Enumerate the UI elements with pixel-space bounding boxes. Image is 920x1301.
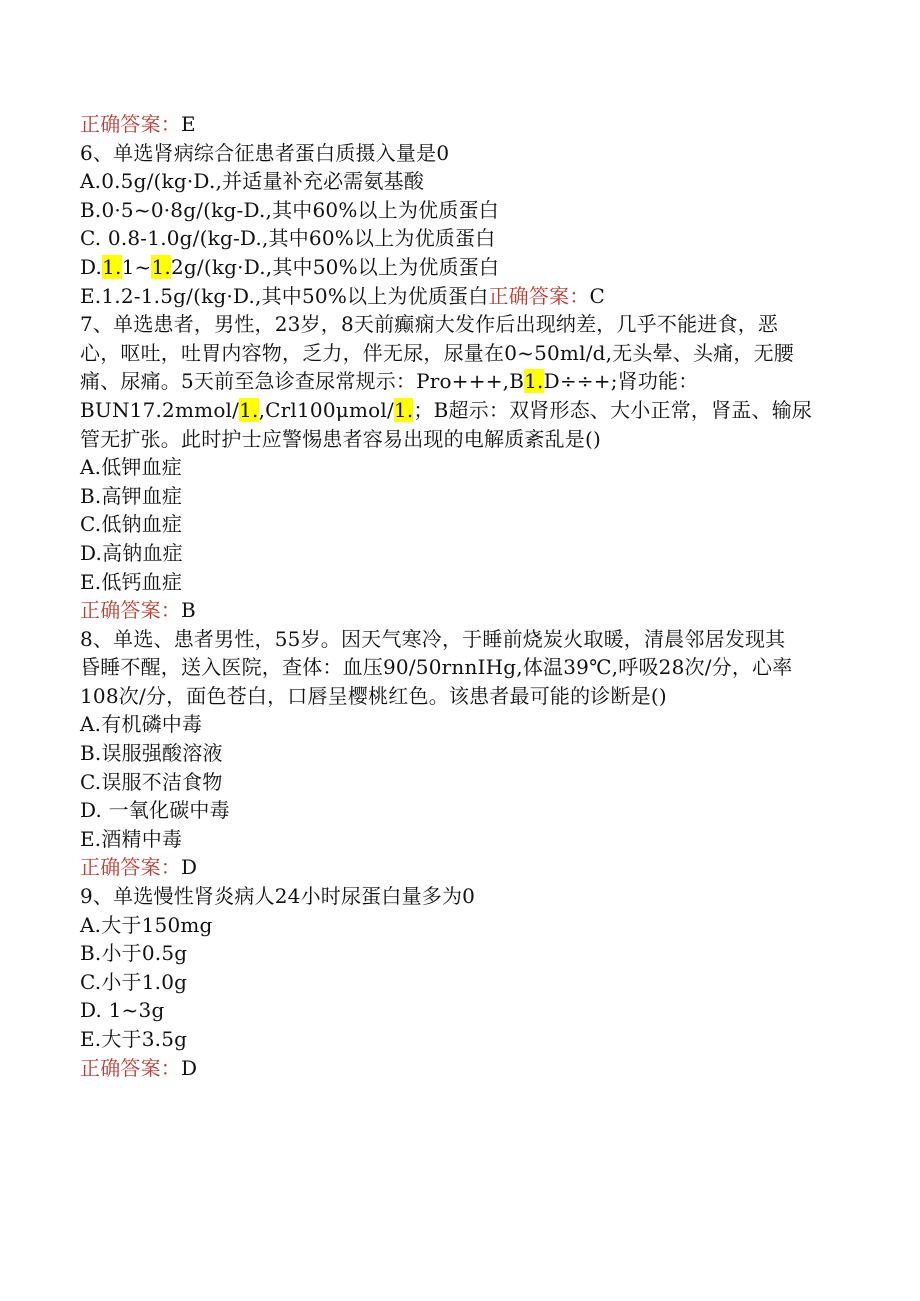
answer-value: D: [181, 1055, 198, 1080]
text-segment: 1~: [121, 254, 152, 279]
text-segment: E.1.2-1.5g/(kg·D.,其中50%以上为优质蛋白: [80, 283, 489, 308]
text-line: E.酒精中毒: [80, 826, 183, 851]
text-line: C.低钠血症: [80, 512, 183, 537]
document-page: [80, 110, 840, 1082]
text-segment: C: [589, 283, 605, 308]
text-line: 6、单选肾病综合征患者蛋白质摄入量是0: [80, 140, 450, 165]
answer-label: 正确答案：: [488, 283, 590, 308]
text-line: D.高钠血症: [80, 540, 183, 565]
answer-value: D: [181, 855, 198, 880]
answer-label: 正确答案：: [80, 598, 181, 623]
text-segment: 2g/(kg·D.,其中50%以上为优质蛋白: [170, 254, 500, 279]
text-line: A.有机磷中毒: [80, 712, 203, 737]
answer-line: [80, 596, 840, 625]
text-line: C.误服不洁食物: [80, 769, 223, 794]
highlighted-text: 1.: [524, 369, 544, 394]
text-segment: 痛、尿痛。5天前至急诊查尿常规示：Pro+++,B: [80, 369, 525, 394]
text-line: B.小于0.5g: [80, 941, 188, 966]
text-line: E.大于3.5g: [80, 1027, 188, 1051]
text-line: C.小于1.0g: [80, 969, 188, 994]
text-line: A.0.5g/(kg·D.,并适量补充必需氨基酸: [80, 169, 425, 194]
highlighted-text: 1.: [393, 397, 414, 422]
text-segment: BUN17.2mmol/: [80, 397, 240, 422]
text-segment: D÷÷+;肾功能：: [543, 369, 699, 394]
text-line: 管无扩张。此时护士应警惕患者容易出现的电解质紊乱是(): [80, 426, 602, 451]
text-line: [80, 282, 840, 311]
text-line: B.0·5~0·8g/(kg-D.,其中60%以上为优质蛋白: [80, 197, 499, 222]
answer-label: 正确答案：: [80, 112, 181, 136]
answer-label: 正确答案：: [80, 1055, 181, 1080]
text-line: 7、单选患者，男性，23岁，8天前癫痫大发作后出现纳差，几乎不能进食，恶: [80, 312, 779, 337]
text-line: B.误服强酸溶液: [80, 741, 223, 766]
text-line: B.高钾血症: [80, 483, 183, 508]
text-segment: ,Crl100μmol/: [258, 397, 394, 422]
answer-value: B: [181, 598, 196, 623]
answer-label: 正确答案：: [80, 855, 181, 880]
highlighted-text: 1.: [239, 397, 259, 422]
answer-line: [80, 110, 840, 139]
text-line: [80, 367, 840, 396]
text-line: 昏睡不醒，送入医院，查体：血压90/50rnnIHg,体温39℃,呼吸28次/分，心率: [80, 655, 793, 680]
text-segment: D.: [80, 254, 103, 279]
answer-line: [80, 1054, 840, 1083]
text-line: 心，呕吐，吐胃内容物，乏力，伴无尿，尿量在0~50ml/d,无头晕、头痛，无腰: [80, 340, 794, 365]
text-line: 8、单选、患者男性，55岁。因天气寒冷，于睡前烧炭火取暖，清晨邻居发现其: [80, 626, 786, 651]
text-line: A.大于150mg: [80, 912, 213, 937]
text-line: D. 一氧化碳中毒: [80, 798, 230, 823]
highlighted-text: 1.: [151, 254, 171, 279]
answer-line: [80, 853, 840, 882]
text-line: D. 1~3g: [80, 998, 165, 1023]
text-line: E.低钙血症: [80, 569, 183, 594]
highlighted-text: 1.: [102, 254, 122, 279]
text-segment: ；B超示：双肾形态、大小正常，肾盂、输尿: [413, 397, 813, 422]
text-line: C. 0.8-1.0g/(kg-D.,其中60%以上为优质蛋白: [80, 226, 496, 251]
text-line: [80, 396, 840, 425]
text-line: 9、单选慢性肾炎病人24小时尿蛋白量多为0: [80, 884, 476, 909]
text-line: 108次/分，面色苍白，口唇呈樱桃红色。该患者最可能的诊断是(): [80, 683, 667, 708]
answer-value: E: [181, 112, 196, 136]
text-line: A.低钾血症: [80, 455, 183, 480]
text-line: [80, 253, 840, 282]
